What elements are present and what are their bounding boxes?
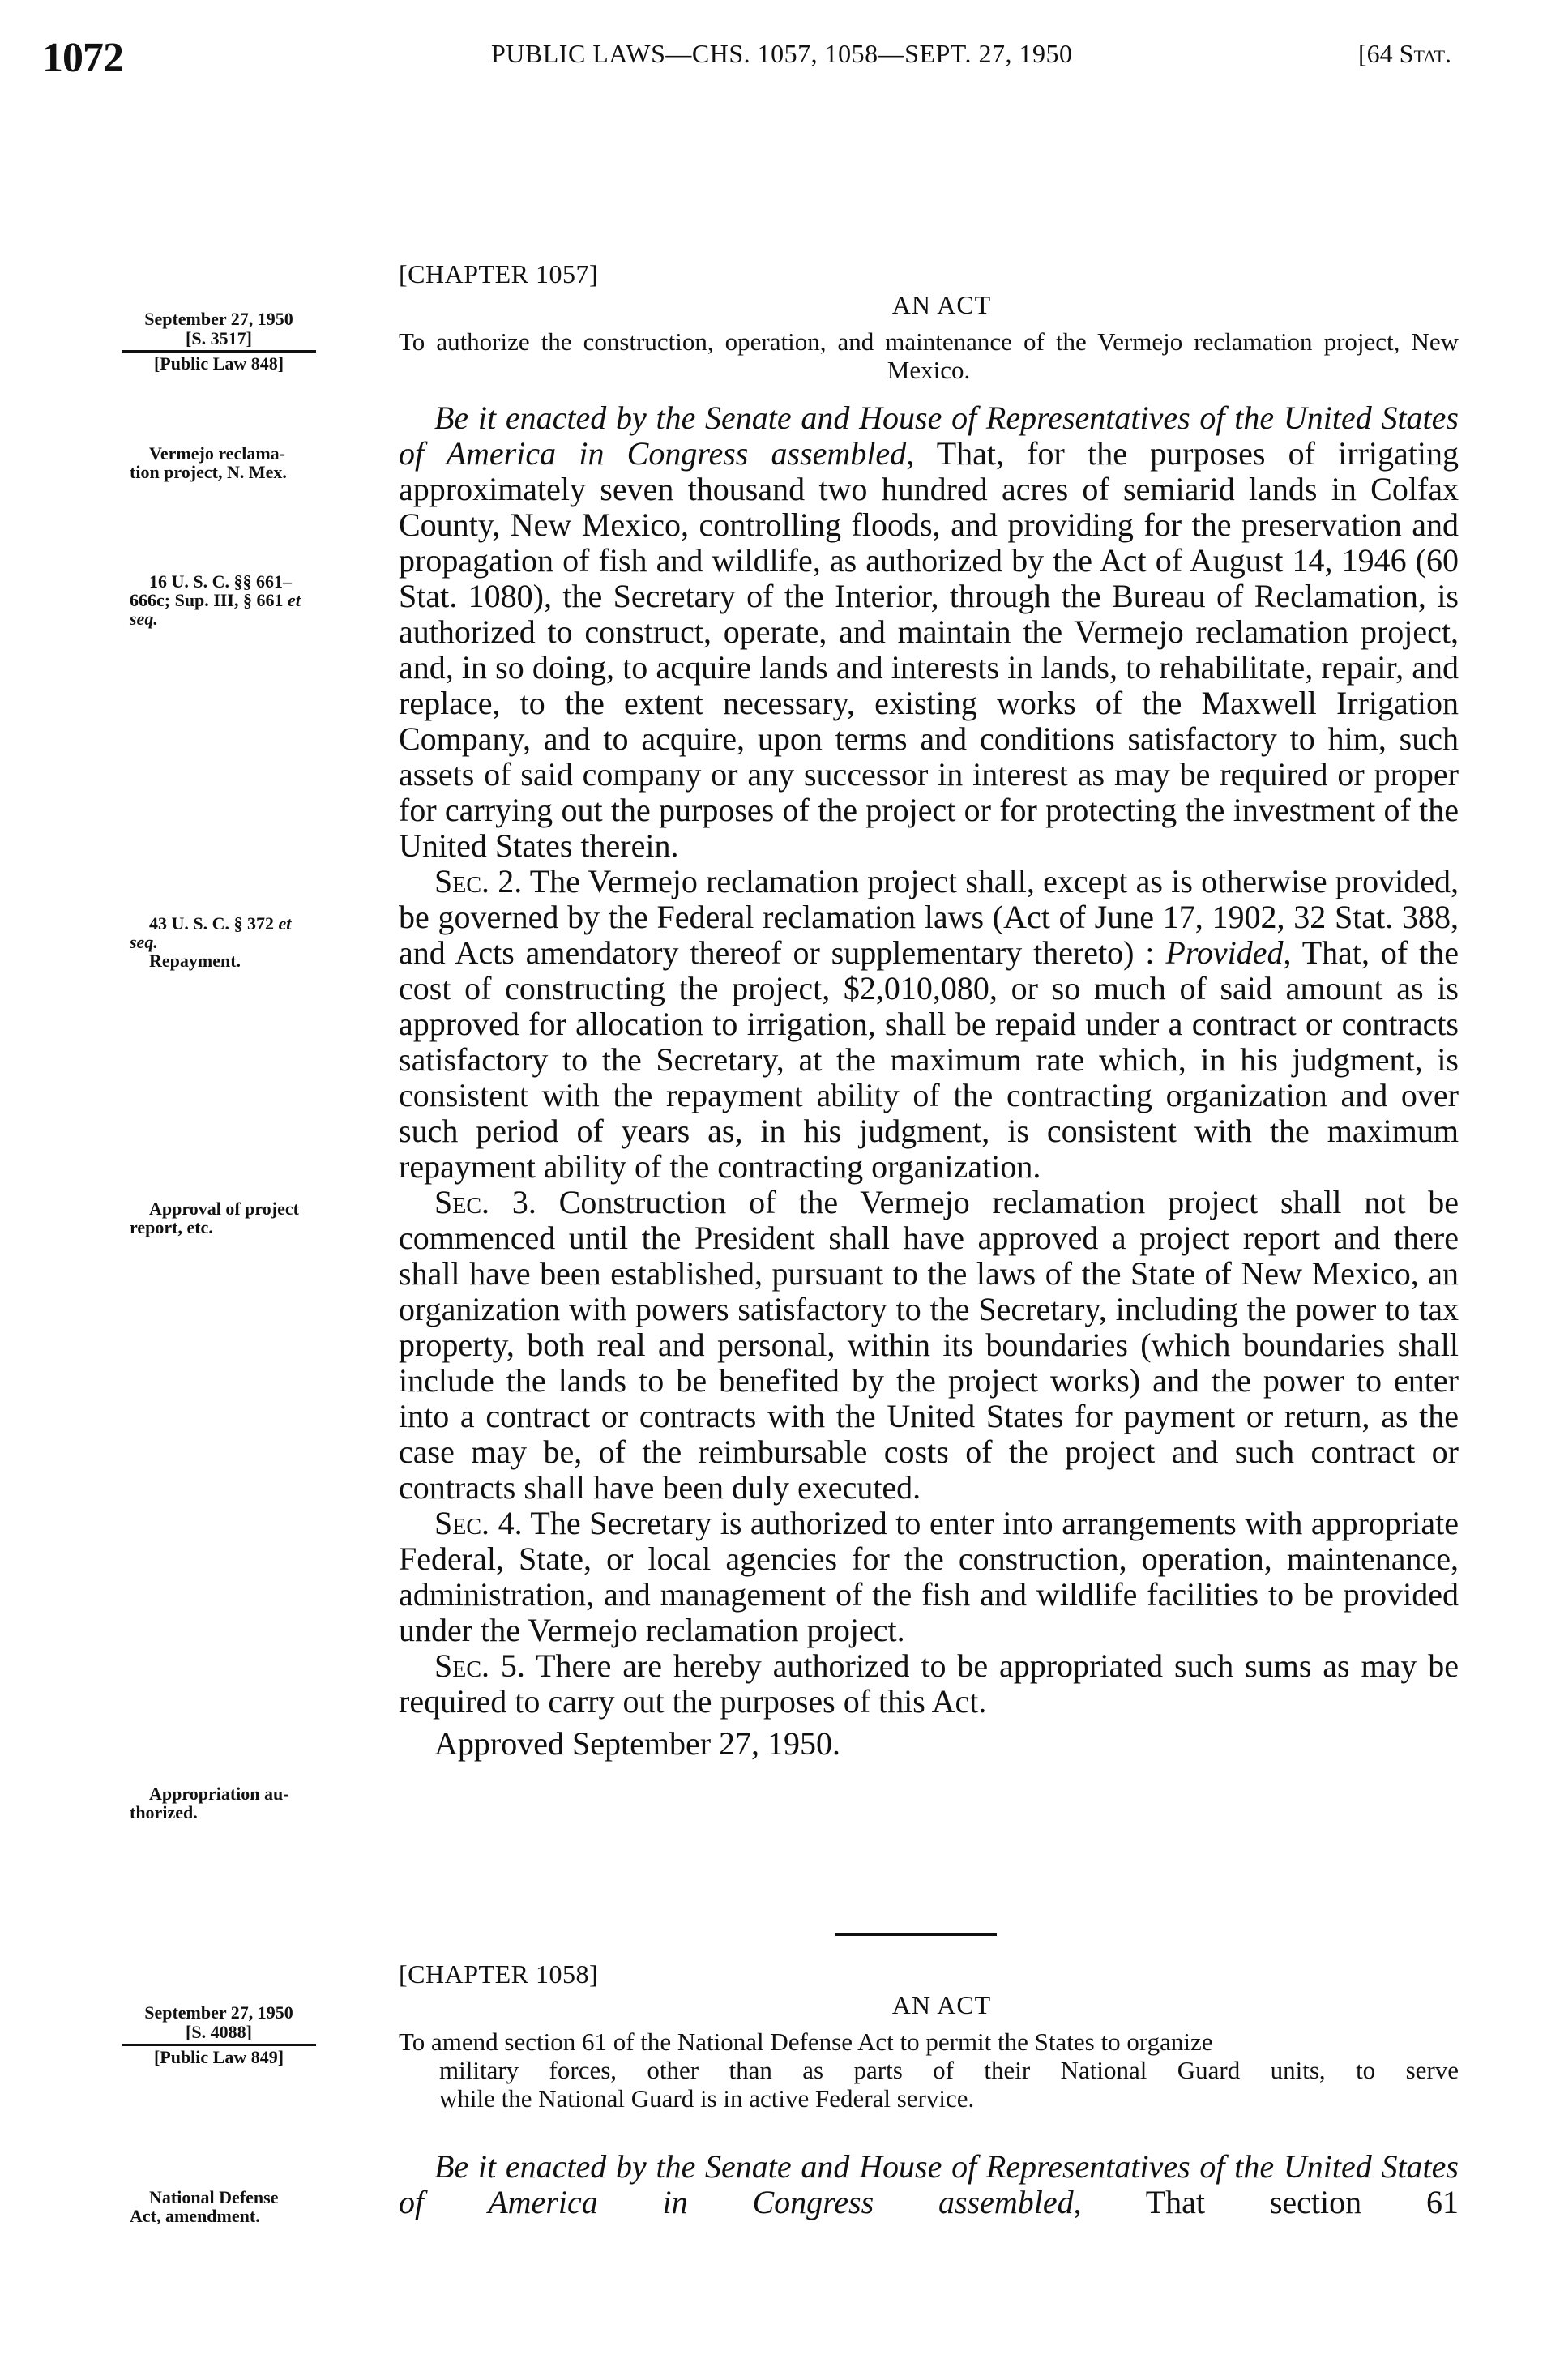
margin-bill: [S. 4088] xyxy=(186,2022,252,2042)
enacting-clause: Be it enacted by the Senate and House of Representatives of the United States of America in Congress assembled xyxy=(399,400,1459,472)
section-3: Sec. 3. Construction of the Vermejo reclamation project shall not be commenced until the President shall have approved a project report and there shall have been established, pursuant to the laws of the State of New Mexico, an organization with powers satisfactory to the Secretary, including the power to tax property, both real and personal, within its boundaries (which boundaries shall include the lands to be benefited by the project works) and the power to enter into a contract or contracts with the United States for payment or return, as the case may be, of the reimbursable costs of the project and such contract or contracts shall have been duly executed. xyxy=(399,1184,1459,1506)
enacting-clause: Be it enacted by the Senate and House of Representatives of the United States of America in Congress assembled xyxy=(399,2148,1459,2220)
running-title: PUBLIC LAWS—CHS. 1057, 1058—SEPT. 27, 1950 xyxy=(491,39,1073,68)
chapter-1058-section: Be it enacted by the Senate and House of Representatives of the United States of America in Congress assembled, That section 61 xyxy=(399,2148,1459,2220)
chapter-1057-margin-head xyxy=(122,310,316,374)
section-2-label: Sec. 2. xyxy=(434,863,523,899)
chapter-1058-title: To amend section 61 of the National Defense Act to permit the States to organize military forces, other than as parts of their National Guard units, to serve while the National Guard is in active Federal service. xyxy=(399,2027,1459,2113)
chapter-1057-label: [CHAPTER 1057] xyxy=(399,259,599,288)
chapter-1058-body xyxy=(399,2149,1459,2220)
margin-note-vermejo: Vermejo reclama- tion project, N. Mex. xyxy=(130,443,287,482)
margin-public-law: [Public Law 848] xyxy=(153,353,284,374)
page-number: 1072 xyxy=(42,35,123,81)
margin-date: September 27, 1950 xyxy=(144,2002,293,2023)
chapter-1058-margin-head xyxy=(122,2003,316,2067)
chapter-separator xyxy=(835,1933,997,1936)
margin-note-national-defense: National Defense Act, amendment. xyxy=(130,2187,279,2226)
chapter-1057-an-act: AN ACT xyxy=(891,290,992,319)
margin-note-43-usc: 43 U. S. C. § 372 et seq. Repayment. xyxy=(130,913,292,971)
chapter-1057-title: To authorize the construction, operation, and maintenance of the Vermejo reclamation project, New Mexico. xyxy=(399,327,1459,384)
section-5-label: Sec. 5. xyxy=(434,1647,525,1684)
section-4-label: Sec. 4. xyxy=(434,1505,523,1541)
volume-stat: Stat. xyxy=(1399,39,1452,68)
margin-note-appropriation: Appropriation au- thorized. xyxy=(130,1784,289,1822)
margin-bill: [S. 3517] xyxy=(186,328,252,348)
chapter-1058-an-act: AN ACT xyxy=(891,1990,992,2019)
margin-date: September 27, 1950 xyxy=(144,309,293,329)
section-3-label: Sec. 3. xyxy=(434,1184,536,1220)
section-2: Sec. 2. The Vermejo reclamation project shall, except as is otherwise provided, be governed by the Federal reclamation laws (Act of June 17, 1902, 32 Stat. 388, and Acts amendatory thereof or supplementary thereto) : Provided, That, of the cost of constructing the project, $2,010,080, or so much of said amount as is approved for allocation to irrigation, shall be repaid under a contract or contracts satisfactory to the Secretary, at the maximum rate which, in his judgment, is consistent with the repayment ability of the contracting organization and over such period of years as, in his judgment, is consistent with the maximum repayment ability of the contracting organization. xyxy=(399,863,1459,1185)
margin-note-approval: Approval of project report, etc. xyxy=(130,1199,299,1237)
margin-note-16-usc: 16 U. S. C. §§ 661– 666c; Sup. III, § 661 et seq. xyxy=(130,571,301,629)
chapter-1058-label: [CHAPTER 1058] xyxy=(399,1959,599,1989)
volume-bracket: [64 xyxy=(1358,39,1393,68)
chapter-1057-body xyxy=(399,400,1459,1762)
section-4: Sec. 4. The Secretary is authorized to enter into arrangements with appropriate Federal, State, or local agencies for the construction, operation, maintenance, administration, and management of the fish and wildlife facilities to be provided under the Vermejo reclamation project. xyxy=(399,1505,1459,1648)
margin-rule xyxy=(122,350,316,353)
margin-rule xyxy=(122,2044,316,2046)
section-1: Be it enacted by the Senate and House of Representatives of the United States of America in Congress assembled, That, for the purposes of irrigating approximately seven thousand two hundred acres of semiarid lands in Colfax County, New Mexico, controlling floods, and providing for the preservation and propagation of fish and wildlife, as authorized by the Act of August 14, 1946 (60 Stat. 1080), the Secretary of the Interior, through the Bureau of Reclamation, is authorized to construct, operate, and maintain the Vermejo reclamation project, and, in so doing, to acquire lands and interests in lands, to rehabilitate, repair, and replace, to the extent necessary, existing works of the Maxwell Irrigation Company, and to acquire, upon terms and conditions satisfactory to him, such assets of said company or any successor in interest as may be required or proper for carrying out the purposes of the project or for protecting the investment of the United States therein. xyxy=(399,400,1459,864)
volume-reference xyxy=(1358,39,1451,69)
margin-public-law: [Public Law 849] xyxy=(153,2047,284,2067)
section-5: Sec. 5. There are hereby authorized to be appropriated such sums as may be required to carry out the purposes of this Act. xyxy=(399,1647,1459,1720)
approval-date: Approved September 27, 1950. xyxy=(434,1725,841,1762)
